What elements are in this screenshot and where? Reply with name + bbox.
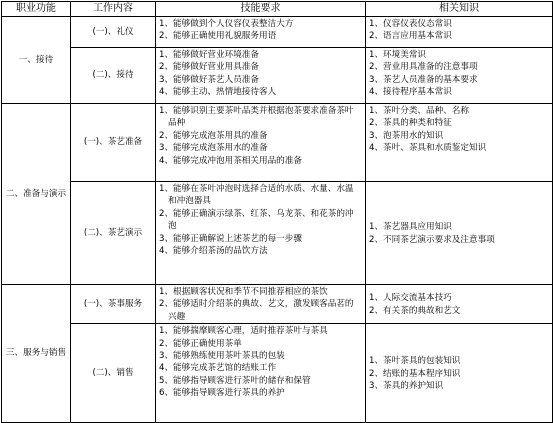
- table-row: [2, 285, 553, 324]
- content-cell: (二)、接待: [71, 48, 156, 104]
- skills-cell-item: 4、能够介绍茶汤的品饮方法: [159, 246, 268, 257]
- skills-cell: [156, 285, 366, 324]
- skills-standard-table: [1, 1, 553, 423]
- knowledge-cell-item: 2、茶具的种类和特征: [369, 118, 452, 129]
- knowledge-cell-item: 3、茶具的养护知识: [369, 380, 444, 391]
- skills-cell: [156, 324, 366, 423]
- function-cell: 一、接待: [2, 17, 71, 104]
- skills-cell-item: 2、能够正确演示绿茶、红茶、乌龙茶、和花茶的冲泡: [159, 208, 354, 232]
- skills-cell-item: 2、能够正确使用茶单: [159, 338, 242, 349]
- knowledge-cell: [366, 324, 553, 423]
- knowledge-cell-item: 1、人际交流基本技巧: [369, 293, 452, 304]
- skills-cell-item: 3、能够完成泡茶用水的准备: [159, 143, 268, 154]
- knowledge-cell-item: 2、有关茶的典故和艺文: [369, 305, 461, 316]
- table-row: [2, 48, 553, 104]
- skills-cell-item: 3、能够做好茶艺人员准备: [159, 74, 259, 85]
- knowledge-cell: [366, 104, 553, 182]
- header-knowledge: 相关知识: [366, 2, 553, 17]
- knowledge-cell: [366, 17, 553, 48]
- content-cell: (一)、茶艺准备: [71, 104, 156, 182]
- skills-cell-item: 2、能够完成泡茶用具的准备: [159, 130, 268, 141]
- header-function: 职业功能: [2, 2, 71, 17]
- table-row: [2, 17, 553, 48]
- skills-cell-item: 5、能够指导顾客进行茶叶的储存和保管: [159, 375, 311, 386]
- header-row: [2, 2, 553, 17]
- skills-cell-item: 2、能够适时介绍茶的典故、艺文，激发顾客品茗的兴趣: [159, 299, 354, 322]
- knowledge-cell-item: 3、泡茶用水的知识: [369, 130, 444, 141]
- knowledge-cell-item: 4、茶叶、茶具和水质鉴定知识: [369, 143, 487, 154]
- knowledge-cell-item: 3、茶艺人员准备的基本要求: [369, 74, 478, 85]
- function-cell: 二、准备与演示: [2, 104, 71, 285]
- skills-cell-item: 6、能够指导顾客进行茶具的养护: [159, 388, 285, 399]
- table-row: [2, 182, 553, 285]
- skills-cell-item: 1、能够识别主要茶叶品类并根据泡茶要求准备茶叶品种: [159, 106, 354, 129]
- knowledge-cell: [366, 285, 553, 324]
- table-row: [2, 104, 553, 182]
- function-cell: 三、服务与销售: [2, 285, 71, 423]
- knowledge-cell-item: 2、语言应用基本常识: [369, 31, 452, 42]
- skills-cell: [156, 182, 366, 285]
- knowledge-cell-item: 1、茶叶茶具的包装知识: [369, 356, 461, 367]
- skills-cell-item: 3、能够正确解说上述茶艺的每一步骤: [159, 233, 302, 244]
- skills-cell-item: 1、能够在茶叶冲泡时选择合适的水质、水量、水温和冲泡器具: [159, 184, 354, 207]
- skills-cell-item: 4、能够完成茶艺馆的结账工作: [159, 363, 277, 374]
- table-row: [2, 324, 553, 423]
- content-cell: (一)、礼仪: [71, 17, 156, 48]
- skills-cell: [156, 17, 366, 48]
- skills-cell-item: 2、能够做好营业用具准备: [159, 62, 259, 73]
- header-skills: 技能要求: [156, 2, 366, 17]
- header-content: 工作内容: [71, 2, 156, 17]
- skills-cell-item: 1、根据顾客状况和季节不同推荐相应的茶饮: [159, 287, 328, 297]
- table-body: [2, 17, 553, 423]
- knowledge-cell-item: 2、结账的基本程序知识: [369, 368, 461, 379]
- skills-cell: [156, 104, 366, 182]
- knowledge-cell-item: 1、茶艺器具应用知识: [369, 222, 452, 233]
- knowledge-cell-item: 1、仪容仪表仪态常识: [369, 19, 452, 29]
- skills-cell: [156, 48, 366, 104]
- knowledge-cell-item: 1、环境美常识: [369, 50, 427, 60]
- content-cell: (一)、茶事服务: [71, 285, 156, 324]
- skills-cell-item: 3、能够熟练使用茶叶茶具的包装: [159, 351, 285, 362]
- skills-cell-item: 4、能够主动、热情地接待客人: [159, 87, 277, 98]
- skills-cell-item: 1、能够做好营业环境准备: [159, 50, 259, 60]
- content-cell: (二)、茶艺演示: [71, 182, 156, 285]
- knowledge-cell-item: 1、茶叶分类、品种、名称: [369, 106, 469, 116]
- skills-cell-item: 4、能够完成冲泡用茶相关用品的准备: [159, 155, 302, 166]
- knowledge-cell: [366, 182, 553, 285]
- knowledge-cell-item: 2、营业用具准备的注意事项: [369, 62, 478, 73]
- knowledge-cell-item: 2、不同茶艺演示要求及注意事项: [369, 234, 495, 245]
- knowledge-cell: [366, 48, 553, 104]
- skills-cell-item: 1、能够揣摩顾客心理，适时推荐茶叶与茶具: [159, 326, 328, 337]
- skills-cell-item: 2、能够正确使用礼貌服务用语: [159, 31, 277, 42]
- knowledge-cell-item: 4、接待程序基本常识: [369, 87, 452, 98]
- skills-cell-item: 1、能够做到个人仪容仪表整洁大方: [159, 19, 294, 29]
- content-cell: (二)、销售: [71, 324, 156, 423]
